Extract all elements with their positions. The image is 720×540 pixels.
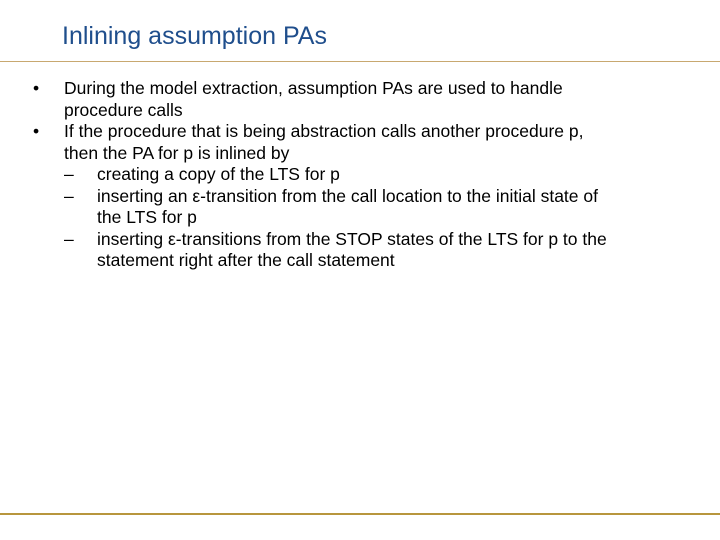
sub-bullet-text: creating a copy of the LTS for p	[97, 164, 340, 184]
slide-body	[0, 78, 720, 272]
bullet-text: During the model extraction, assumption PAs are used to handle	[64, 78, 563, 98]
bullet-item	[0, 121, 720, 164]
dash-marker: –	[64, 185, 74, 206]
sub-bullet-item	[0, 186, 720, 229]
sub-bullet-text-continuation: statement right after the call statement	[97, 250, 395, 270]
title-divider	[0, 61, 720, 62]
bullet-text-continuation: procedure calls	[64, 99, 183, 120]
bullet-text-continuation: then the PA for p is inlined by	[64, 142, 290, 163]
slide-title: Inlining assumption PAs	[62, 22, 327, 50]
dash-marker: –	[64, 228, 74, 249]
footer-divider	[0, 513, 720, 515]
sub-bullet-text: inserting ε-transitions from the STOP states of the LTS for p to the	[97, 228, 607, 249]
dash-marker: –	[64, 164, 74, 184]
bullet-text: If the procedure that is being abstraction calls another procedure p,	[64, 121, 584, 141]
sub-bullet-text: inserting an ε-transition from the call location to the initial state of	[97, 185, 598, 206]
sub-bullet-item	[0, 164, 720, 186]
bullet-marker: •	[33, 78, 40, 98]
bullet-marker: •	[33, 121, 40, 141]
bullet-item	[0, 78, 720, 121]
sub-bullet-item	[0, 229, 720, 272]
sub-bullet-text-continuation: the LTS for p	[97, 207, 197, 227]
